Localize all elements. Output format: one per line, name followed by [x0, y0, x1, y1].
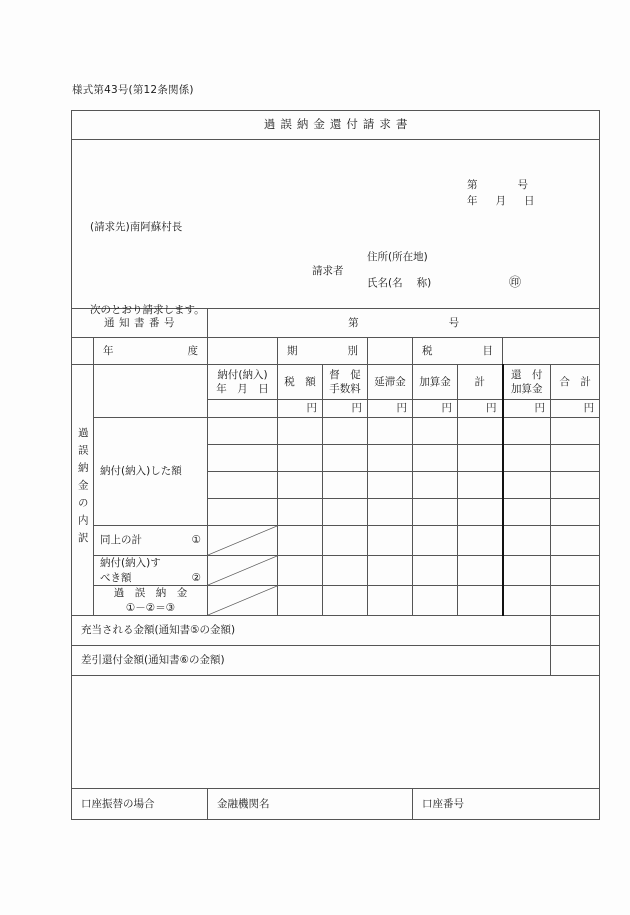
term-label-a: 期: [287, 344, 298, 357]
allocation-value[interactable]: [551, 616, 600, 646]
col-demand-fee-line2: 手数料: [329, 383, 361, 395]
cell-payment-date[interactable]: [208, 445, 278, 472]
term-label-b: 別: [347, 344, 358, 357]
overpayment-formula: ①－②＝③: [125, 601, 176, 614]
fiscal-year-label-b: 度: [187, 344, 198, 357]
notice-value-suffix: 号: [448, 316, 460, 329]
addressee-line: (請求先)南阿蘇村長: [90, 221, 183, 233]
table-row: [72, 586, 600, 616]
tax-item-value[interactable]: [503, 338, 600, 365]
notice-value-prefix: 第: [348, 316, 359, 329]
column-header-row: [72, 365, 600, 400]
cell-additional[interactable]: [413, 526, 458, 556]
table-row: [72, 418, 600, 445]
overpayment-text1: 過 誤 納 金: [113, 587, 188, 600]
unit-demand-fee: 円: [323, 400, 368, 418]
tax-item-label-b: 目: [482, 344, 493, 357]
bank-transfer-row: [72, 789, 600, 820]
cell-grand-total[interactable]: [551, 556, 600, 586]
cell-demand-fee[interactable]: [323, 499, 368, 526]
cell-demand-fee[interactable]: [323, 418, 368, 445]
cell-subtotal[interactable]: [458, 445, 503, 472]
payable-amount-text2: べき額: [100, 571, 132, 584]
col-demand-fee-line1: 督 促: [329, 368, 361, 381]
document-title: 過誤納金還付請求書: [263, 117, 413, 132]
request-statement: 次のとおり請求します。: [90, 304, 205, 316]
cell-delinquency[interactable]: [368, 556, 413, 586]
unit-refund-additional: 円: [503, 400, 551, 418]
cell-refund-additional[interactable]: [503, 556, 551, 586]
title-cell: [72, 111, 600, 140]
name-label: [367, 276, 431, 290]
number-suffix: 号: [517, 179, 528, 191]
date-line: [467, 194, 535, 208]
name-label-part2: 称): [416, 277, 432, 289]
cell-subtotal[interactable]: [458, 472, 503, 499]
cell-payment-date-struck: [208, 586, 278, 616]
form-number: 様式第43号(第12条関係): [72, 84, 194, 96]
same-as-above-total-mark: ①: [191, 534, 201, 547]
cell-demand-fee[interactable]: [323, 586, 368, 616]
net-refund-row: [72, 646, 600, 676]
table-row: [72, 526, 600, 556]
notice-number-line: [467, 178, 528, 192]
cell-delinquency[interactable]: [368, 472, 413, 499]
payable-amount-mark: ②: [191, 571, 201, 584]
col-grand-total-line1: 合 計: [559, 375, 591, 388]
cell-additional[interactable]: [413, 418, 458, 445]
cell-delinquency[interactable]: [368, 586, 413, 616]
col-additional-line1: 加算金: [419, 375, 451, 388]
col-payment-date-line2: 年 月 日: [216, 383, 269, 395]
cell-additional[interactable]: [413, 586, 458, 616]
cell-subtotal[interactable]: [458, 526, 503, 556]
row-label-header-blank: [94, 365, 208, 418]
cell-refund-additional[interactable]: [503, 472, 551, 499]
same-as-above-total-label: [94, 526, 208, 556]
address-label: 住所(所在地): [367, 251, 428, 263]
unit-grand-total: 円: [551, 400, 600, 418]
cell-delinquency[interactable]: [368, 445, 413, 472]
vertical-label-spacer: [72, 338, 94, 365]
date-month-label: 月: [495, 195, 506, 207]
overpayment-label: [94, 586, 208, 616]
net-refund-label: 差引還付金額(通知書⑥の金額): [72, 646, 551, 676]
payable-amount-label: [94, 556, 208, 586]
meta-row: [72, 338, 600, 365]
unit-subtotal: 円: [458, 400, 503, 418]
col-refund-additional-line2: 加算金: [511, 383, 543, 395]
header-row: [72, 140, 600, 309]
cell-tax-amount[interactable]: [278, 445, 323, 472]
term-cell[interactable]: [278, 338, 368, 365]
col-payment-date-line1: 納付(納入): [217, 368, 268, 381]
cell-payment-date[interactable]: [208, 472, 278, 499]
tax-item-cell[interactable]: [413, 338, 503, 365]
cell-grand-total[interactable]: [551, 499, 600, 526]
cell-subtotal[interactable]: [458, 556, 503, 586]
cell-subtotal[interactable]: [458, 418, 503, 445]
cell-grand-total[interactable]: [551, 472, 600, 499]
cell-additional[interactable]: [413, 499, 458, 526]
unit-delinquency: 円: [368, 400, 413, 418]
cell-demand-fee[interactable]: [323, 556, 368, 586]
cell-grand-total[interactable]: [551, 586, 600, 616]
cell-payment-date[interactable]: [208, 499, 278, 526]
cell-payment-date-struck: [208, 526, 278, 556]
claimant-label: 請求者: [312, 265, 344, 277]
net-refund-value[interactable]: [551, 646, 600, 676]
col-header-refund-additional: [503, 365, 551, 400]
cell-refund-additional[interactable]: [503, 445, 551, 472]
col-tax-amount-line1: 税 額: [284, 375, 316, 388]
cell-delinquency[interactable]: [368, 526, 413, 556]
cell-tax-amount[interactable]: [278, 526, 323, 556]
cell-tax-amount[interactable]: [278, 499, 323, 526]
cell-tax-amount[interactable]: [278, 586, 323, 616]
col-header-additional: [413, 365, 458, 400]
cell-demand-fee[interactable]: [323, 472, 368, 499]
cell-tax-amount[interactable]: [278, 418, 323, 445]
seal-icon: ㊞: [509, 275, 522, 289]
cell-payment-date[interactable]: [208, 418, 278, 445]
cell-subtotal[interactable]: [458, 499, 503, 526]
cell-tax-amount[interactable]: [278, 556, 323, 586]
cell-refund-additional[interactable]: [503, 526, 551, 556]
col-header-delinquency: [368, 365, 413, 400]
cell-grand-total[interactable]: [551, 445, 600, 472]
cell-refund-additional[interactable]: [503, 499, 551, 526]
notice-number-label: 通知書番号: [72, 309, 208, 338]
cell-additional[interactable]: [413, 445, 458, 472]
name-label-part1: 氏名(名: [367, 277, 403, 289]
allocation-row: [72, 616, 600, 646]
col-header-demand-fee: [323, 365, 368, 400]
fiscal-year-label-a: 年: [103, 344, 114, 357]
col-delinquency-line1: 延滞金: [374, 375, 406, 388]
cell-delinquency[interactable]: [368, 418, 413, 445]
blank-note-area[interactable]: [72, 676, 600, 789]
col-subtotal-line1: 計: [474, 375, 485, 388]
unit-tax-amount: 円: [278, 400, 323, 418]
cell-delinquency[interactable]: [368, 499, 413, 526]
cell-refund-additional[interactable]: [503, 586, 551, 616]
claim-form-table: [71, 110, 600, 820]
bank-case-label: 口座振替の場合: [72, 789, 208, 820]
table-row: [72, 556, 600, 586]
cell-demand-fee[interactable]: [323, 526, 368, 556]
notice-number-value[interactable]: [208, 309, 600, 338]
allocation-label: 充当される金額(通知書⑤の金額): [72, 616, 551, 646]
cell-tax-amount[interactable]: [278, 472, 323, 499]
term-value[interactable]: [368, 338, 413, 365]
unit-payment-date: [208, 400, 278, 418]
breakdown-vertical-label: 過誤納金の内訳: [72, 365, 94, 616]
date-day-label: 日: [524, 195, 535, 207]
cell-refund-additional[interactable]: [503, 418, 551, 445]
col-header-grand-total: [551, 365, 600, 400]
payable-amount-text1: 納付(納入)す: [100, 557, 161, 570]
tax-item-label-a: 税: [422, 344, 433, 357]
header-block: [72, 140, 600, 316]
paid-amount-label: 納付(納入)した額: [94, 418, 208, 526]
col-header-payment-date: [208, 365, 278, 400]
number-label: 第: [467, 179, 478, 191]
blank-note-row: [72, 676, 600, 789]
cell-additional[interactable]: [413, 472, 458, 499]
cell-payment-date-struck: [208, 556, 278, 586]
col-header-tax-amount: [278, 365, 323, 400]
fiscal-year-cell[interactable]: [94, 338, 208, 365]
cell-grand-total[interactable]: [551, 418, 600, 445]
cell-grand-total[interactable]: [551, 526, 600, 556]
cell-subtotal[interactable]: [458, 586, 503, 616]
title-row: [72, 111, 600, 140]
fiscal-year-value[interactable]: [208, 338, 278, 365]
cell-additional[interactable]: [413, 556, 458, 586]
cell-demand-fee[interactable]: [323, 445, 368, 472]
bank-institution-label[interactable]: 金融機関名: [208, 789, 413, 820]
same-as-above-total-text: 同上の計: [100, 534, 142, 547]
bank-account-label[interactable]: 口座番号: [413, 789, 600, 820]
date-year-label: 年: [467, 195, 478, 207]
col-header-subtotal: [458, 365, 503, 400]
col-refund-additional-line1: 還 付: [511, 368, 543, 381]
unit-additional: 円: [413, 400, 458, 418]
